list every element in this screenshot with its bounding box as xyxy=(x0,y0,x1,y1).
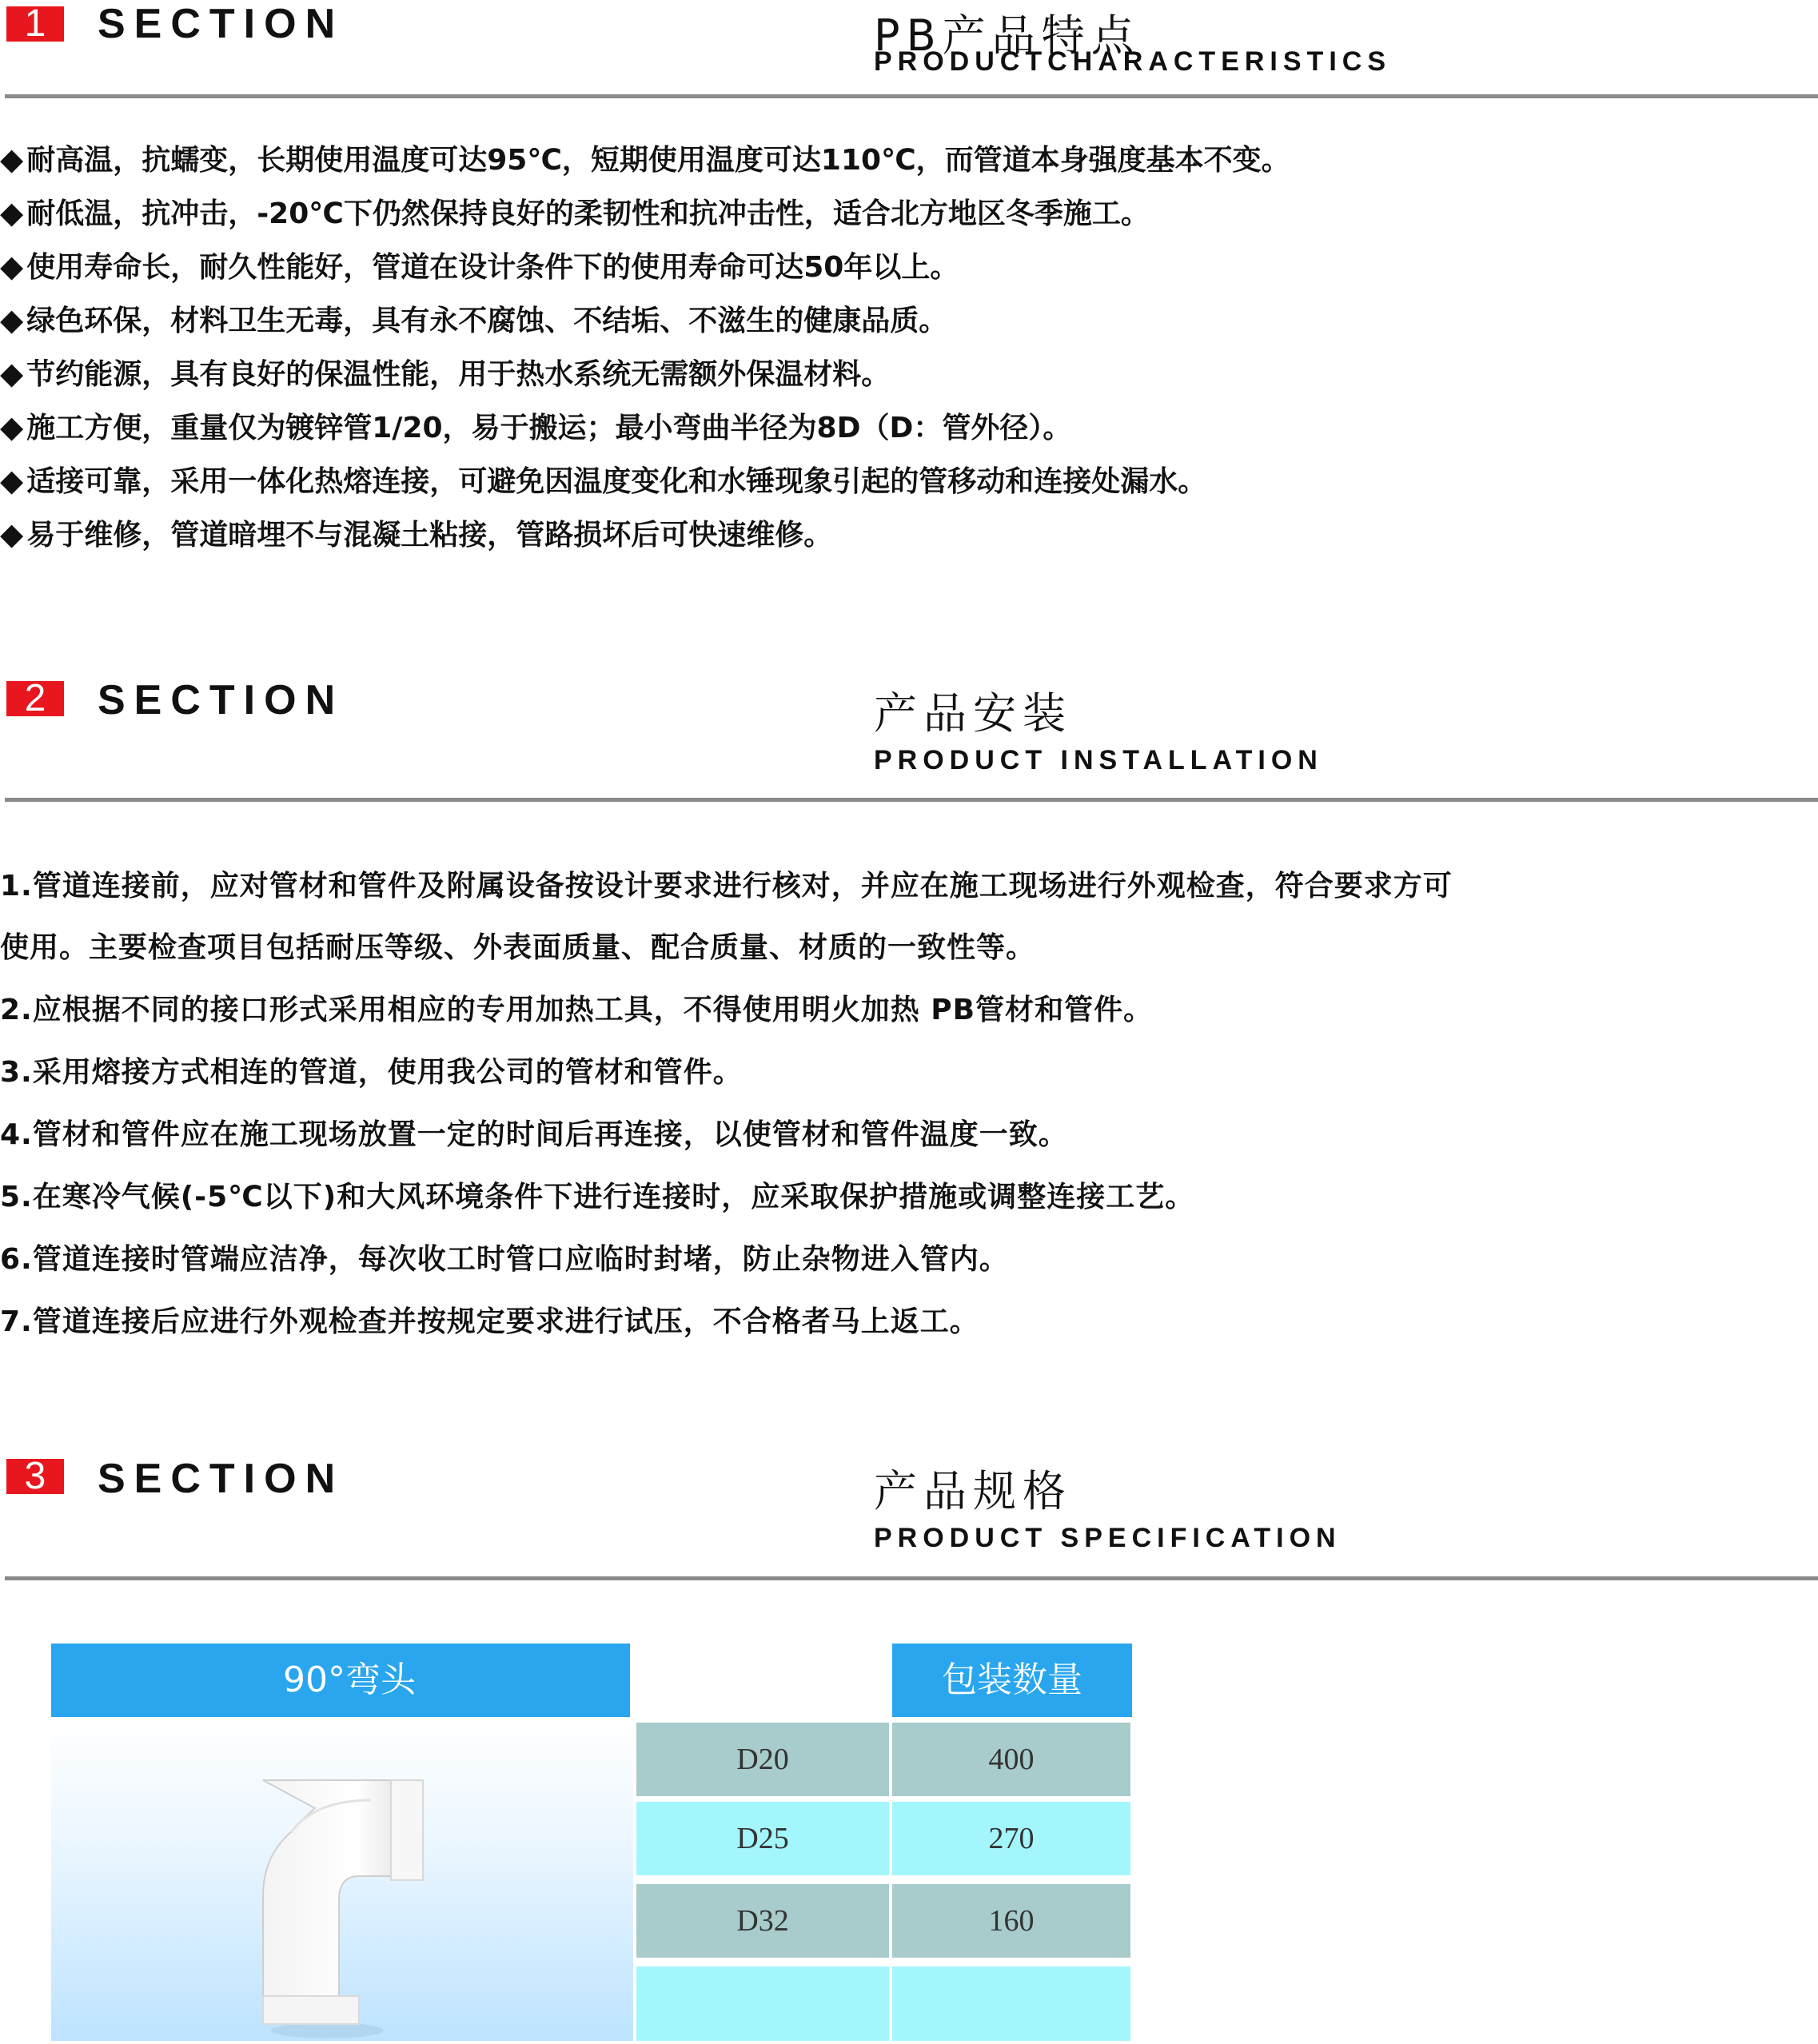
section-label: SECTION xyxy=(98,1,345,47)
section-divider xyxy=(5,1576,1818,1580)
section-title-cn: PB产品特点 xyxy=(874,10,1141,61)
diamond-icon: ◆ xyxy=(0,516,24,552)
qty-cell xyxy=(892,1966,1130,2041)
diamond-icon: ◆ xyxy=(0,409,24,444)
spec-cell: D20 xyxy=(636,1723,889,1796)
elbow-fitting-image xyxy=(51,1720,633,2041)
list-item: 4.管材和管件应在施工现场放置一定的时间后再连接，以使管材和管件温度一致。 xyxy=(0,1118,1068,1151)
section-title-cn: 产品规格 xyxy=(874,1466,1072,1516)
list-item: 7.管道连接后应进行外观检查并按规定要求进行试压，不合格者马上返工。 xyxy=(0,1305,979,1338)
header-cell-qty: 包装数量 xyxy=(892,1644,1132,1717)
column-divider xyxy=(889,1644,892,1717)
list-item: ◆ 绿色环保，材料卫生无毒，具有永不腐蚀、不结垢、不滋生的健康品质。 xyxy=(0,302,948,337)
diamond-icon: ◆ xyxy=(0,302,24,337)
list-item: 3.采用熔接方式相连的管道，使用我公司的管材和管件。 xyxy=(0,1056,743,1089)
list-item: ◆ 施工方便，重量仅为镀锌管1/20，易于搬运；最小弯曲半径为8D（D：管外径）。 xyxy=(0,409,1072,444)
spec-cell: D32 xyxy=(636,1884,889,1958)
list-item: 使用。主要检查项目包括耐压等级、外表面质量、配合质量、材质的一致性等。 xyxy=(0,931,1036,964)
section-number-badge: 3 xyxy=(6,1459,64,1494)
section-label: SECTION xyxy=(98,677,345,723)
section-title-cn: 产品安装 xyxy=(874,688,1072,739)
qty-cell: 160 xyxy=(892,1884,1130,1958)
list-item: 6.管道连接时管端应洁净，每次收工时管口应临时封堵，防止杂物进入管内。 xyxy=(0,1243,1009,1276)
product-image-panel xyxy=(51,1720,633,2041)
section-title-en: PRODUCT INSTALLATION xyxy=(874,745,1323,775)
section-divider xyxy=(5,94,1818,98)
list-item: ◆ 易于维修，管道暗埋不与混凝土粘接，管路损坏后可快速维修。 xyxy=(0,516,833,552)
section-number-badge: 2 xyxy=(6,681,64,716)
list-item: ◆ 耐高温，抗蠕变，长期使用温度可达95℃，短期使用温度可达110℃，而管道本身强度基本不变。 xyxy=(0,141,1290,177)
list-item: 2.应根据不同的接口形式采用相应的专用加热工具，不得使用明火加热 PB管材和管件。 xyxy=(0,994,1154,1026)
section-number-badge: 1 xyxy=(6,6,64,42)
list-item: 1.管道连接前，应对管材和管件及附属设备按设计要求进行核对，并应在施工现场进行外观检查，符合要求方可 xyxy=(0,870,1453,902)
header-cell-spec: 规格(mm) xyxy=(688,1660,856,1700)
diamond-icon: ◆ xyxy=(0,463,24,498)
diamond-icon: ◆ xyxy=(0,195,24,230)
section-title-en: PRODUCTCHARACTERISTICS xyxy=(874,46,1391,77)
list-item: ◆ 节约能源，具有良好的保温性能，用于热水系统无需额外保温材料。 xyxy=(0,356,891,391)
diamond-icon: ◆ xyxy=(0,249,24,284)
section-divider xyxy=(5,798,1818,802)
diamond-icon: ◆ xyxy=(0,141,24,177)
list-item: ◆ 使用寿命长，耐久性能好，管道在设计条件下的使用寿命可达50年以上。 xyxy=(0,249,959,284)
list-item: ◆ 耐低温，抗冲击，-20℃下仍然保持良好的柔韧性和抗冲击性，适合北方地区冬季施工。 xyxy=(0,195,1150,230)
list-item: 5.在寒冷气候(-5℃以下)和大风环境条件下进行连接时，应采取保护措施或调整连接工艺。 xyxy=(0,1181,1195,1213)
spec-cell: D25 xyxy=(636,1802,889,1875)
list-item: ◆ 适接可靠，采用一体化热熔连接，可避免因温度变化和水锤现象引起的管移动和连接处漏水。 xyxy=(0,463,1207,498)
header-cell-product: 90°弯头 xyxy=(51,1644,630,1717)
section-label: SECTION xyxy=(98,1456,345,1502)
diamond-icon: ◆ xyxy=(0,356,24,391)
qty-cell: 270 xyxy=(892,1802,1130,1875)
qty-cell: 400 xyxy=(892,1723,1130,1796)
spec-cell xyxy=(636,1966,889,2041)
section-title-en: PRODUCT SPECIFICATION xyxy=(874,1523,1342,1553)
